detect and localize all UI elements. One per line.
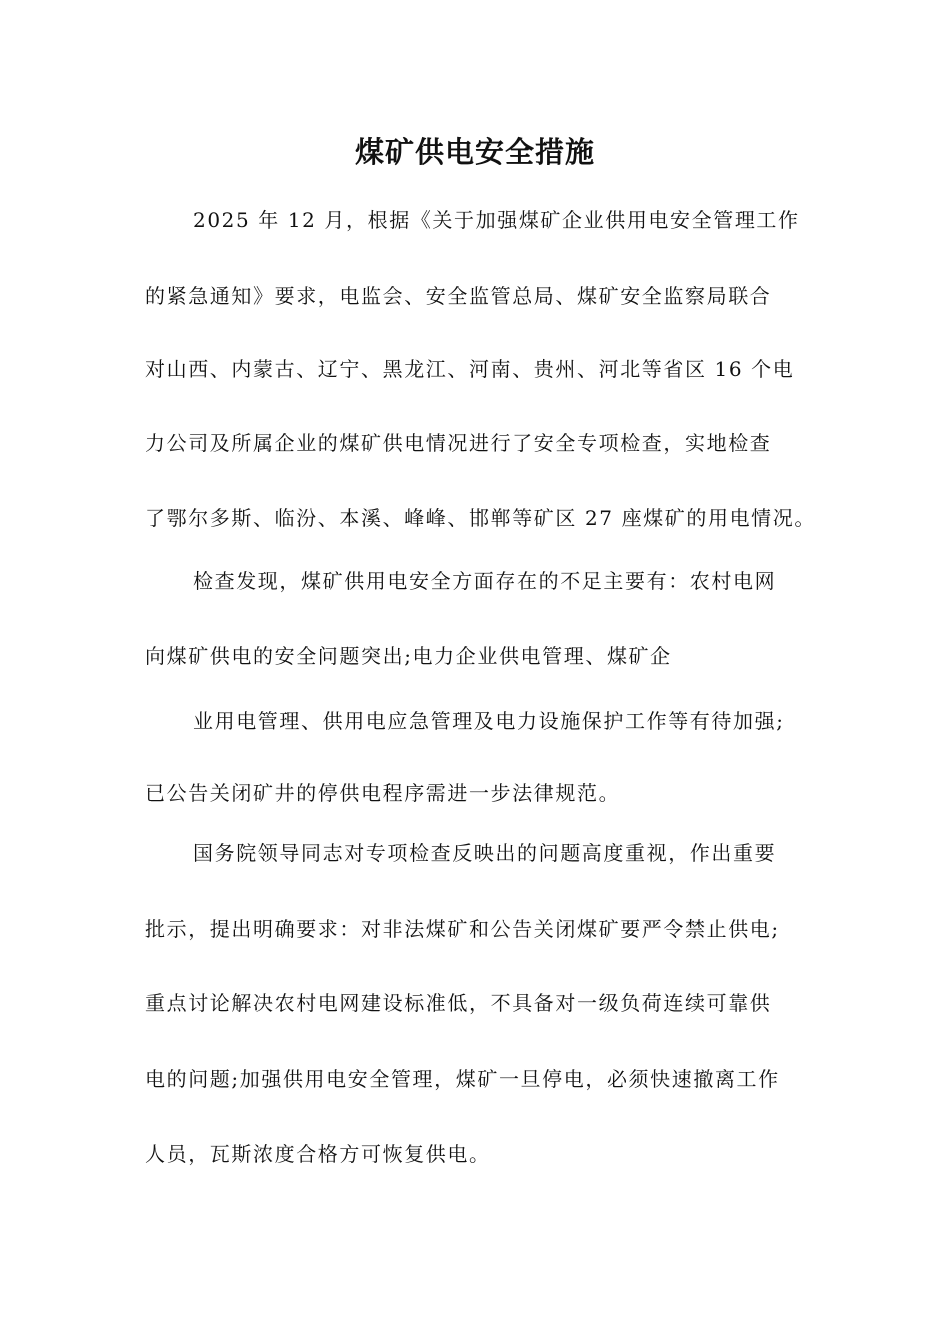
document-title: 煤矿供电安全措施 [354, 135, 595, 169]
paragraph-line: 国务院领导同志对专项检查反映出的问题高度重视，作出重要 [193, 841, 777, 865]
paragraph-line: 2025 年 12 月，根据《关于加强煤矿企业供用电安全管理工作 [193, 208, 800, 232]
paragraph-line: 了鄂尔多斯、临汾、本溪、峰峰、邯郸等矿区 27 座煤矿的用电情况。 [145, 506, 816, 530]
paragraph-line: 检查发现，煤矿供用电安全方面存在的不足主要有：农村电网 [193, 569, 777, 593]
paragraph-line: 电的问题;加强供用电安全管理，煤矿一旦停电，必须快速撤离工作 [145, 1067, 780, 1091]
paragraph-line: 重点讨论解决农村电网建设标准低，不具备对一级负荷连续可靠供 [145, 991, 772, 1015]
paragraph-line: 力公司及所属企业的煤矿供电情况进行了安全专项检查，实地检查 [145, 431, 772, 455]
paragraph-line: 已公告关闭矿井的停供电程序需进一步法律规范。 [145, 781, 621, 805]
paragraph-line: 向煤矿供电的安全问题突出;电力企业供电管理、煤矿企 [145, 644, 672, 668]
paragraph-line: 人员，瓦斯浓度合格方可恢复供电。 [145, 1142, 491, 1166]
paragraph-line: 的紧急通知》要求，电监会、安全监管总局、煤矿安全监察局联合 [145, 284, 772, 308]
paragraph-line: 批示，提出明确要求：对非法煤矿和公告关闭煤矿要严令禁止供电; [145, 917, 780, 941]
paragraph-line: 业用电管理、供用电应急管理及电力设施保护工作等有待加强; [193, 709, 785, 733]
paragraph-line: 对山西、内蒙古、辽宁、黑龙江、河南、贵州、河北等省区 16 个电 [145, 357, 795, 381]
